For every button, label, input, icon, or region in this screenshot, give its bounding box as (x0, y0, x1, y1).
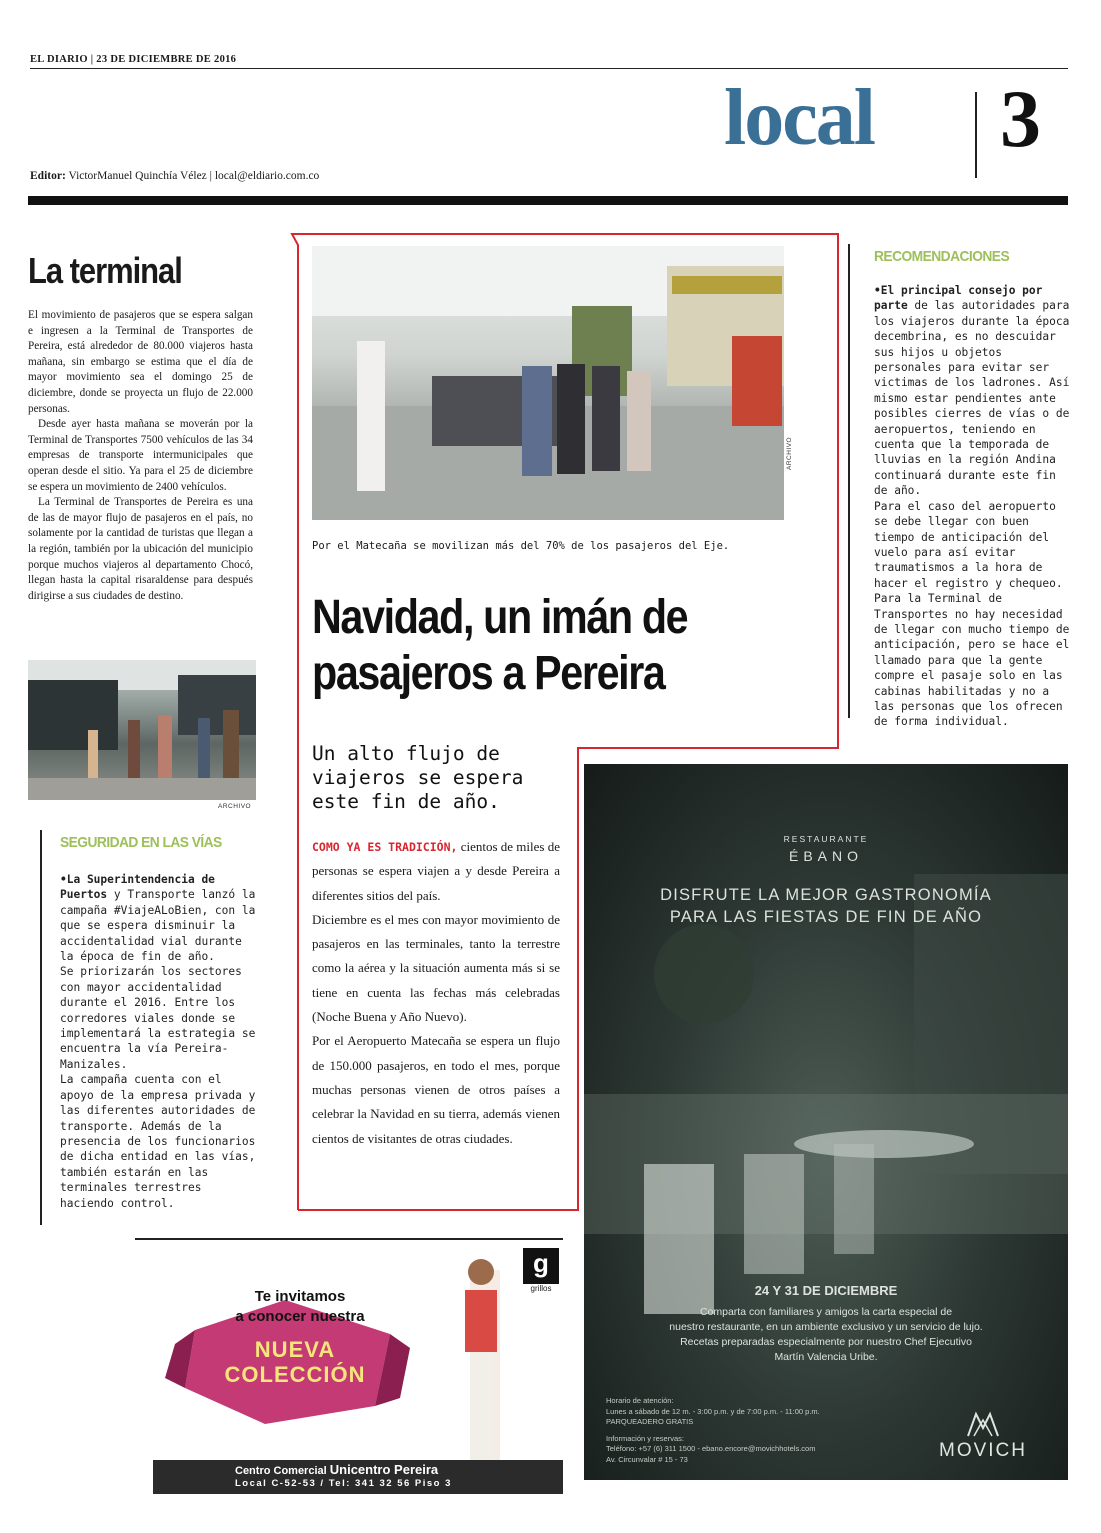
grillos-logo-sub: grillos (530, 1284, 552, 1293)
section-title: local (724, 74, 874, 162)
fashion-mall: Centro Comercial (235, 1465, 327, 1477)
restaurant-headline-2: PARA LAS FIESTAS DE FIN DE AÑO (669, 908, 983, 926)
fashion-mall-line (235, 1462, 438, 1477)
restaurant-info (606, 1396, 906, 1465)
left-paragraph: La Terminal de Transportes de Pereira es una de las de mayor flujo de pasajeros en el país, no solamente por la cantidad de turistas que llegan a la región, también por la ubicación del municipio porque muchos viajeros al departamento Chocó, llegan hasta la capital risaraldense para después dirigirse a sus ciudades de destino. (28, 496, 253, 602)
fashion-mall-name: Unicentro Pereira (329, 1462, 439, 1477)
security-p3: La campaña cuenta con el apoyo de la empresa privada y las diferentes autoridades de transporte. Además de la presencia de los funcionarios de dicha entidad en las vías, también estarán en las terminales terrestres haciendo control. (60, 1073, 256, 1210)
headline-line-2: pasajeros a Pereira (312, 647, 665, 700)
left-article-title: La terminal (28, 250, 182, 291)
fashion-ad[interactable] (135, 1238, 565, 1498)
restaurant-phone: Teléfono: +57 (6) 311 1500 - ebano.encore@movichhotels.com (606, 1444, 816, 1453)
restaurant-info-label: Información y reservas: (606, 1433, 684, 1443)
recommendations-body (874, 283, 1070, 730)
restaurant-headline-1: DISFRUTE LA MEJOR GASTRONOMÍA (660, 886, 992, 904)
restaurant-ad[interactable] (584, 764, 1068, 1480)
airport-photo-caption: Por el Matecaña se movilizan más del 70% de los pasajeros del Eje. (312, 540, 730, 552)
security-p2: Se priorizarán los sectores con mayor accidentalidad durante el 2016. Entre los corredores viales donde se implementará la estrategia se encuentra la vía Pereira-Manizales. (60, 965, 256, 1071)
restaurant-parking: PARQUEADERO GRATIS (606, 1417, 694, 1426)
recommendations-sidebar-bar (848, 244, 850, 718)
security-lead: •La Superintendencia de Puertos (60, 873, 215, 902)
main-article-body (312, 835, 560, 1151)
restaurant-chef: Martín Valencia Uribe. (774, 1351, 878, 1363)
restaurant-body-3: Recetas preparadas especialmente por nuestro Chef Ejecutivo (680, 1336, 972, 1348)
headline-line-1: Navidad, un imán de (312, 591, 688, 644)
restaurant-brand-small: RESTAURANTE (783, 834, 869, 844)
recommendations-p3: Para la Terminal de Transportes no hay necesidad de llegar con mucho tiempo de anticipación, pero se hace el llamado para que la gente compre el pasaje solo en las cabinas habilitadas y no a las personas que los ofrecen de forma individual. (874, 592, 1070, 729)
security-box-title: SEGURIDAD EN LAS VÍAS (60, 834, 222, 851)
fashion-highlight-2: COLECCIÓN (224, 1362, 366, 1387)
main-p2: Diciembre es el mes con mayor movimiento de pasajeros en las terminales, tanto la terrestre como la aérea y la situación aumenta más si se tiene en cuenta las fechas más celebradas (Noche Buena y Año Nuevo). (312, 911, 560, 1025)
main-p3: Por el Aeropuerto Matecaña se espera un flujo de 150.000 pasajeros, en todo el mes, porque muchas personas vienen de otros países a celebrar la Navidad en su tierra, además vienen cientos de visitantes de otras ciudades. (312, 1033, 560, 1146)
restaurant-dates: 24 Y 31 DE DICIEMBRE (754, 1283, 898, 1298)
recommendations-title: RECOMENDACIONES (874, 248, 1010, 265)
recommendations-text: de las autoridades para los viajeros durante la época decembrina, es no descuidar sus hijos u objetos personales para evitar ser victimas de los ladrones. Así mismo estar pendientes ante posibles cierres de vías o de aeropuertos, teniendo en cuenta que la temporada de lluvias en la región Andina continuará durante este fin de año. (874, 299, 1070, 498)
restaurant-ad-art (584, 764, 1068, 1480)
restaurant-address: Av. Circunvalar # 15 - 73 (606, 1454, 688, 1464)
airport-photo (312, 246, 784, 520)
main-subhead: Un alto flujo de viajeros se espera este fin de año. (312, 742, 524, 813)
restaurant-hours: Lunes a sábado de 12 m. - 3:00 p.m. y de 7:00 p.m. - 11:00 p.m. (606, 1406, 820, 1416)
fashion-line-2: a conocer nuestra (235, 1308, 365, 1325)
airport-photo-art (312, 246, 784, 520)
fashion-location: Local C-52-53 / Tel: 341 32 56 Piso 3 (235, 1478, 452, 1489)
left-paragraph: Desde ayer hasta mañana se moverán por la Terminal de Transportes 7500 vehículos de las 34 empresas de transporte intermunicipales que operan desde el sitio. Ya para el 25 de diciembre se espera un movimiento de 2400 vehículos. (28, 418, 253, 493)
left-paragraph: El movimiento de pasajeros que se espera salgan e ingresen a la Terminal de Transportes de Pereira, está alrededor de 80.000 viajeros hasta mañana, sin embargo se estima que el día de mayor movimiento sea el domingo 25 de diciembre, donde se proyecta un flujo de 22.000 personas. (28, 309, 253, 415)
terminal-photo-credit: ARCHIVO (218, 803, 252, 810)
restaurant-hours-label: Horario de atención: (606, 1396, 674, 1405)
main-headline (312, 590, 759, 702)
movich-logo-icon (966, 1410, 1000, 1438)
editor-text: VictorManuel Quinchía Vélez | local@eldiario.com.co (68, 170, 320, 182)
fashion-highlight-1: NUEVA (254, 1337, 336, 1362)
masthead: EL DIARIO | 23 DE DICIEMBRE DE 2016 (30, 54, 237, 65)
page-number: 3 (1000, 73, 1041, 164)
airport-photo-credit: ARCHIVO (786, 436, 793, 470)
main-lead: COMO YA ES TRADICIÓN, (312, 840, 458, 854)
restaurant-body-2: nuestro restaurante, en un ambiente exclusivo y un servicio de lujo. (669, 1321, 983, 1333)
grillos-logo: g (523, 1248, 559, 1284)
restaurant-brand: ÉBANO (788, 848, 863, 864)
recommendations-lead: •El principal consejo por parte (874, 284, 1043, 313)
editor-label: Editor: (30, 170, 66, 182)
movich-name: MOVICH (939, 1440, 1027, 1461)
recommendations-p2: Para el caso del aeropuerto se debe llegar con buen tiempo de anticipación del vuelo para así evitar traumatismos a la hora de hacer el registro y chequeo. (874, 499, 1063, 590)
restaurant-body-1: Comparta con familiares y amigos la carta especial de (699, 1306, 953, 1318)
security-text: y Transporte lanzó la campaña #ViajeALoBien, con la que se espera disminuir la accidentalidad vial durante la época de fin de año. (60, 888, 256, 964)
fashion-line-1: Te invitamos (254, 1288, 346, 1305)
main-p1: cientos de miles de personas se espera viajen a y desde Pereira a diferentes sitios del país. (312, 839, 561, 903)
